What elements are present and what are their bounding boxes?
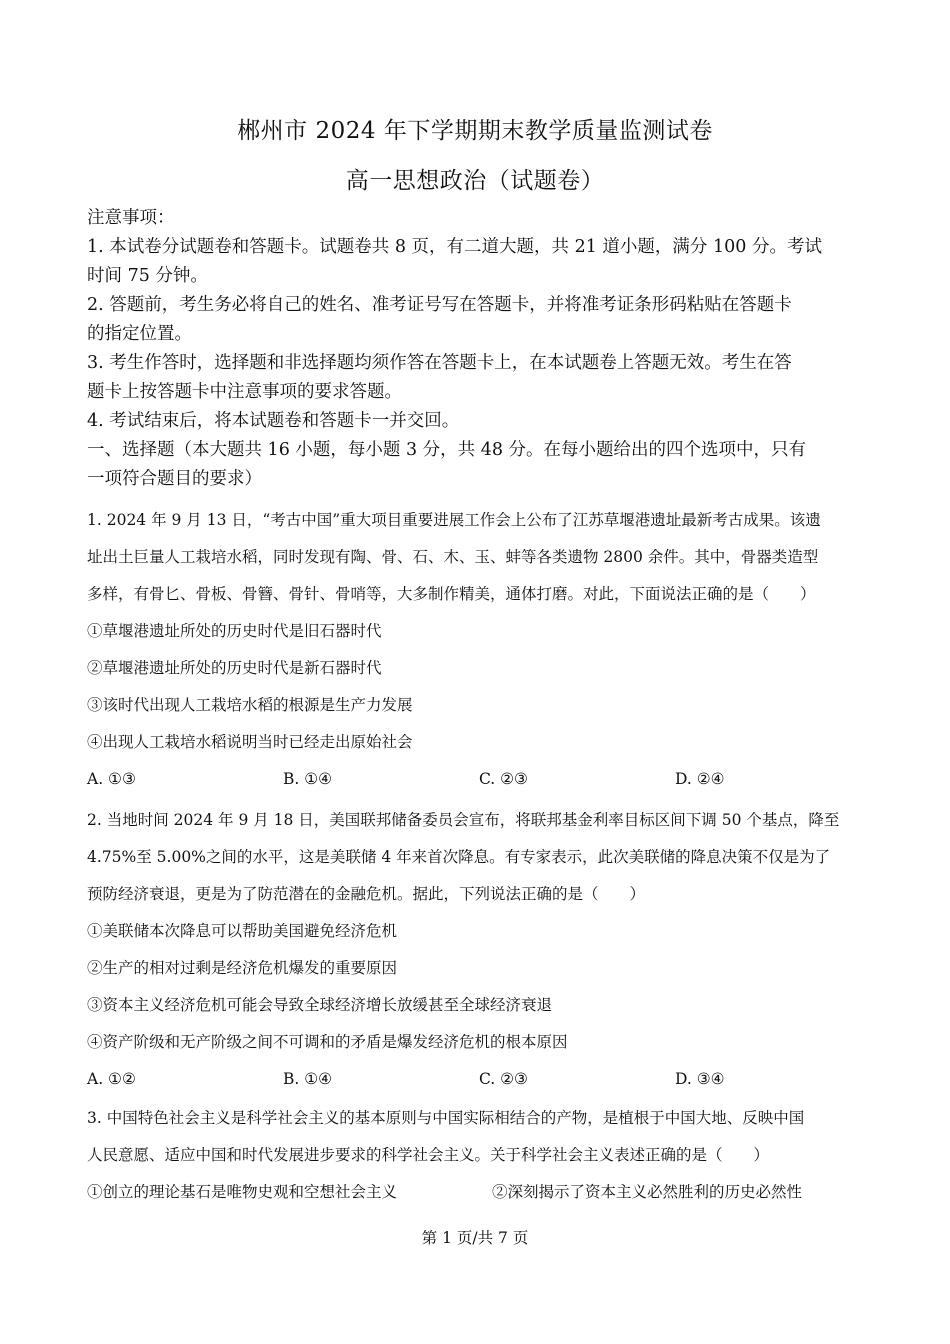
notice-item-4: 4. 考试结束后，将本试题卷和答题卡一并交回。 <box>87 411 460 431</box>
q1-statement-3: ③该时代出现人工栽培水稻的根源是生产力发展 <box>87 696 413 714</box>
section-heading-line-1: 一、选择题（本大题共 16 小题，每小题 3 分，共 48 分。在每小题给出的四个选项中，只有 <box>87 440 807 460</box>
q2-option-d: D. ③④ <box>675 1070 725 1088</box>
q1-options <box>87 761 887 798</box>
notice-item-3-line-2: 题卡上按答题卡中注意事项的要求答题。 <box>87 382 402 402</box>
q2-statement-3: ③资本主义经济危机可能会导致全球经济增长放缓甚至全球经济衰退 <box>87 996 553 1014</box>
notice-item-2-line-2: 的指定位置。 <box>87 324 192 344</box>
notice-item-2-line-1: 2. 答题前，考生务必将自己的姓名、准考证号写在答题卡，并将准考证条形码粘贴在答题卡 <box>87 295 792 315</box>
q2-option-c: C. ②③ <box>479 1070 528 1088</box>
q1-stem-line-3: 多样，有骨匕、骨板、骨簪、骨针、骨哨等，大多制作精美，通体打磨。对此，下面说法正确的是（ ） <box>87 585 816 603</box>
notice-section <box>87 204 882 494</box>
notice-item-1-line-1: 1. 本试卷分试题卷和答题卡。试题卷共 8 页，有二道大题，共 21 道小题，满分 100 分。考试 <box>87 237 822 257</box>
question-2 <box>87 802 887 1098</box>
q1-stem-line-1: 1. 2024 年 9 月 13 日，“考古中国”重大项目重要进展工作会上公布了江苏草堰港遗址最新考古成果。该遗 <box>87 511 821 529</box>
q1-option-a: A. ①③ <box>87 770 136 788</box>
q3-stem-line-1: 3. 中国特色社会主义是科学社会主义的基本原则与中国实际相结合的产物，是植根于中国大地、反映中国 <box>87 1109 805 1127</box>
q3-stem-line-2: 人民意愿、适应中国和时代发展进步要求的科学社会主义。关于科学社会主义表述正确的是（ ） <box>87 1146 770 1164</box>
q1-option-c: C. ②③ <box>479 770 528 788</box>
q2-stem-line-2: 4.75%至 5.00%之间的水平，这是美联储 4 年来首次降息。有专家表示，此次美联储的降息决策不仅是为了 <box>87 848 831 866</box>
q1-option-b: B. ①④ <box>283 770 333 788</box>
q2-statement-4: ④资产阶级和无产阶级之间不可调和的矛盾是爆发经济危机的根本原因 <box>87 1033 568 1051</box>
q2-statement-2: ②生产的相对过剩是经济危机爆发的重要原因 <box>87 959 398 977</box>
q1-option-d: D. ②④ <box>675 770 725 788</box>
notice-item-3-line-1: 3. 考生作答时，选择题和非选择题均须作答在答题卡上，在本试题卷上答题无效。考生在答 <box>87 353 792 373</box>
q1-stem-line-2: 址出土巨量人工栽培水稻，同时发现有陶、骨、石、木、玉、蚌等各类遗物 2800 余件。其中，骨器类造型 <box>87 548 819 566</box>
q2-option-b: B. ①④ <box>283 1070 333 1088</box>
q2-stem-line-1: 2. 当地时间 2024 年 9 月 18 日，美国联邦储备委员会宣布，将联邦基金利率目标区间下调 50 个基点，降至 <box>87 811 840 829</box>
exam-subtitle: 高一思想政治（试题卷） <box>345 168 605 194</box>
q1-statement-4: ④出现人工栽培水稻说明当时已经走出原始社会 <box>87 733 413 751</box>
q1-statement-2: ②草堰港遗址所处的历史时代是新石器时代 <box>87 659 382 677</box>
q1-statement-1: ①草堰港遗址所处的历史时代是旧石器时代 <box>87 622 382 640</box>
q3-statement-1: ①创立的理论基石是唯物史观和空想社会主义 <box>87 1183 398 1201</box>
q2-option-a: A. ①② <box>87 1070 136 1088</box>
q2-stem-line-3: 预防经济衰退，更是为了防范潜在的金融危机。据此，下列说法正确的是（ ） <box>87 885 646 903</box>
q3-statement-2: ②深刻揭示了资本主义必然胜利的历史必然性 <box>492 1183 803 1201</box>
q2-statement-1: ①美联储本次降息可以帮助美国避免经济危机 <box>87 922 398 940</box>
question-1 <box>87 502 887 798</box>
notice-heading: 注意事项： <box>87 208 175 228</box>
notice-item-1-line-2: 时间 75 分钟。 <box>87 266 208 286</box>
exam-title: 郴州市 2024 年下学期期末教学质量监测试卷 <box>237 118 713 144</box>
section-heading-line-2: 一项符合题目的要求） <box>87 469 262 489</box>
q2-options <box>87 1061 887 1098</box>
question-3 <box>87 1100 887 1211</box>
page-number: 第 1 页/共 7 页 <box>421 1229 529 1247</box>
q3-statements-row <box>87 1174 887 1211</box>
